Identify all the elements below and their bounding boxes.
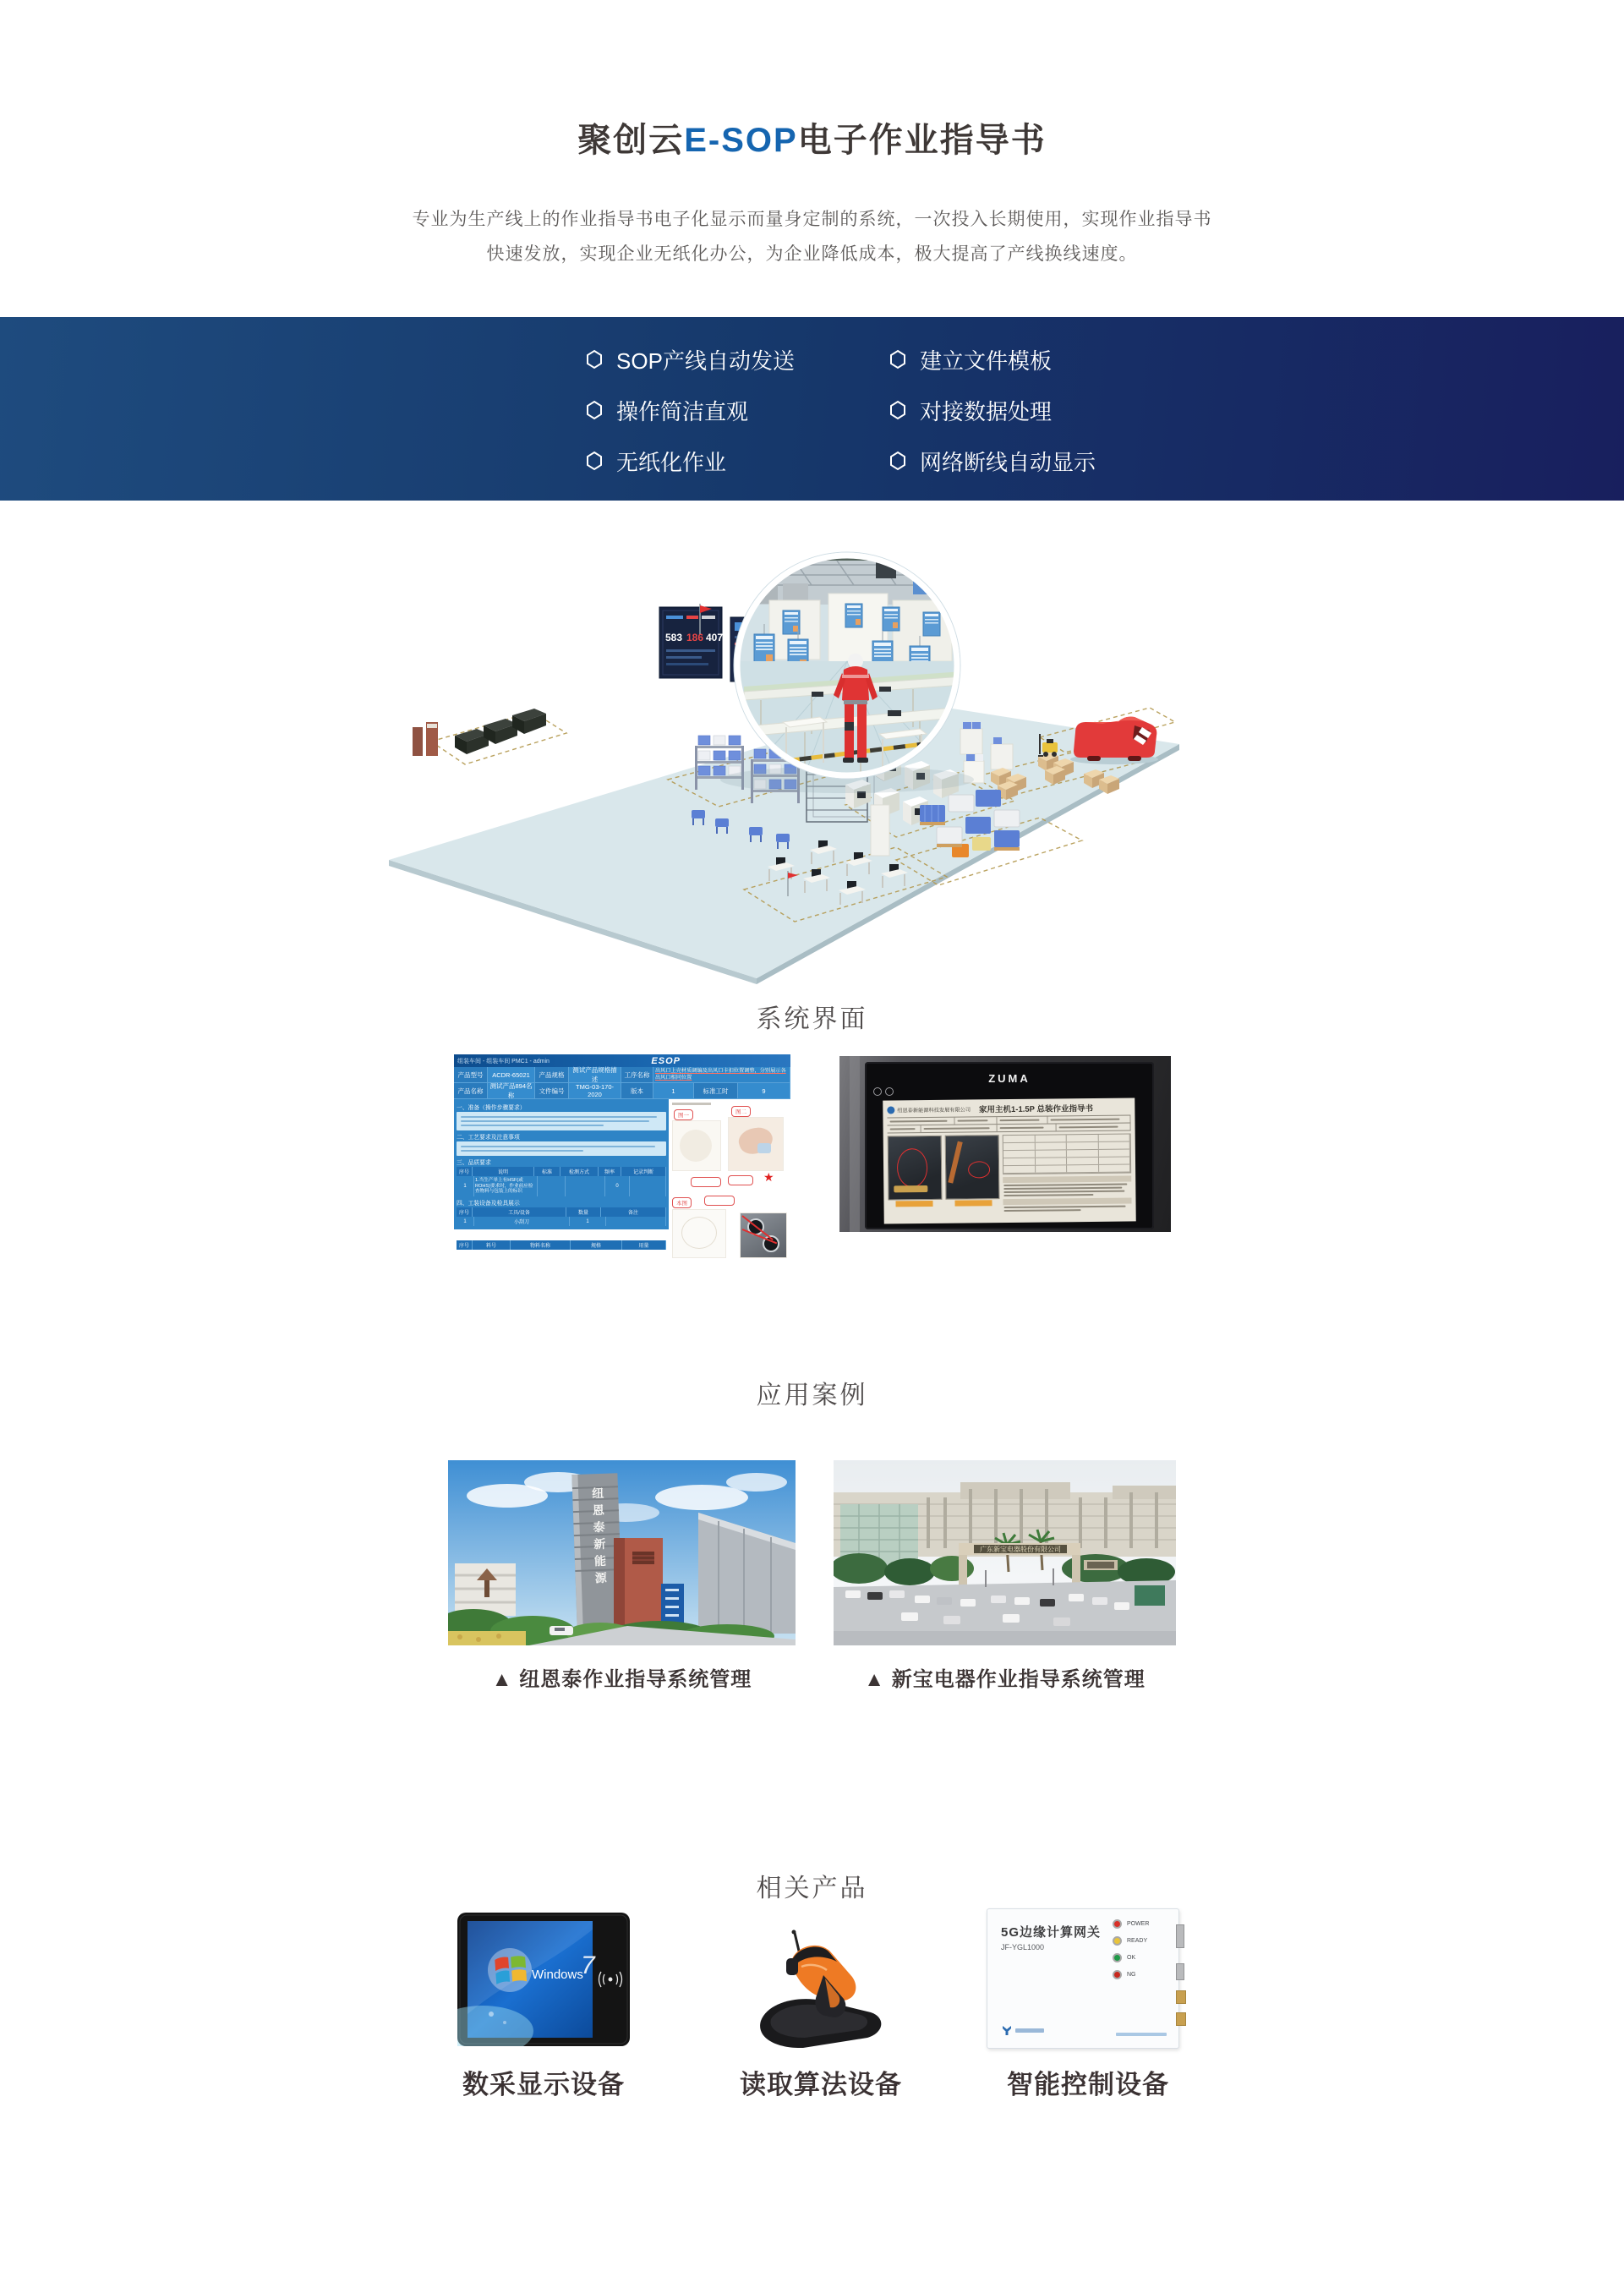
gateway-model: JF-YGL1000 (1001, 1943, 1045, 1951)
ready-led-icon (1113, 1936, 1122, 1946)
assembly-photo (888, 1136, 943, 1201)
field-value: 9 (738, 1083, 790, 1099)
work-instruction-document (883, 1097, 1136, 1223)
feature-column-right (889, 345, 1096, 475)
instruction-photo (740, 1212, 787, 1258)
document-body (888, 1133, 1132, 1214)
process-note-link[interactable]: 出风口上壳材质调编及出风口卡扣位置调整，分别展示各出风口相同位置 (653, 1067, 790, 1083)
factory-floor-illustration (372, 526, 1336, 1004)
instruction-image (672, 1120, 721, 1171)
serial-port (1176, 1924, 1184, 1948)
product-barcode-scanner (742, 1924, 898, 2051)
antenna-port (1176, 1990, 1186, 2004)
svg-text:186: 186 (686, 632, 704, 643)
section-heading-system-ui: 系统界面 (756, 1005, 868, 1033)
document-right-column (1003, 1133, 1132, 1213)
red-delivery-truck (1070, 717, 1158, 764)
esop-logo: ESOP (651, 1055, 681, 1066)
page-title (0, 113, 1624, 161)
quality-table-header: 序号 说明 标准 检测方式 频率 记录判断 (457, 1167, 666, 1176)
feature-label: 建立文件模板 (919, 348, 1052, 374)
title-highlight: E-SOP (684, 122, 798, 159)
feature-label: 无纸化作业 (616, 449, 727, 475)
company-name: 纽恩泰新能源科技发展有限公司 (897, 1106, 971, 1114)
green-truck (1135, 1585, 1165, 1606)
led-row: READY (1113, 1936, 1149, 1946)
brown-shelf (413, 722, 438, 756)
product-caption-scanner: 读取算法设备 (740, 2070, 902, 2099)
vendor-logo-icon (1001, 2024, 1044, 2036)
field-label: 标准工时 (694, 1083, 738, 1099)
tools-table-row: 1 小刮刀 1 (457, 1217, 666, 1226)
section-heading-products: 相关产品 (756, 1875, 868, 1902)
intro-line-1: 专业为生产线上的作业指导书电子化显示而量身定制的系统，一次投入长期使用，实现作业指导书 (412, 210, 1212, 229)
esop-section-title: 二、工艺要求及注意事项 (457, 1135, 520, 1141)
feature-label: 网络断线自动显示 (919, 449, 1096, 475)
feature-label: 对接数据处理 (919, 398, 1052, 424)
instruction-image (672, 1209, 726, 1258)
document-title: 家用主机1-1.5P 总装作业指导书 (978, 1103, 1094, 1115)
zuma-terminal-photo (839, 1056, 1171, 1232)
hexagon-bullet-icon (889, 451, 906, 471)
hexagon-bullet-icon (889, 400, 906, 420)
hexagon-bullet-icon (586, 451, 603, 471)
field-value: 测试产品894名称 (488, 1083, 535, 1099)
windows-version: 7 (581, 1951, 595, 1979)
annotation-chip (691, 1177, 721, 1187)
led-row: POWER (1113, 1919, 1149, 1929)
esop-section-title: 一、准备（操作步骤要求） (457, 1105, 526, 1111)
esop-content-panel (454, 1099, 669, 1249)
feature-item (586, 396, 795, 424)
esop-section-title: 五、物料清单 (457, 1234, 491, 1240)
esop-header-row-2 (454, 1083, 790, 1099)
section-heading-cases: 应用案例 (756, 1382, 868, 1409)
esop-section-title: 四、工装设备及检具展示 (457, 1201, 520, 1207)
product-caption-gateway: 智能控制设备 (1007, 2070, 1169, 2099)
esop-titlebar (454, 1054, 790, 1067)
field-label: 产品规格 (535, 1067, 569, 1083)
svg-text:新: 新 (593, 1536, 606, 1552)
materials-table-header: 序号 料号 物料名称 规格 用量 (457, 1240, 666, 1250)
annotation-chip: 图二 (731, 1106, 751, 1117)
field-value: ACDR-65021 (488, 1067, 535, 1083)
field-value: 1 (653, 1083, 694, 1099)
feature-label: 操作简洁直观 (616, 398, 749, 424)
hexagon-bullet-icon (586, 400, 603, 420)
esop-software-screenshot (454, 1054, 790, 1249)
led-row: NG (1113, 1970, 1149, 1979)
svg-text:583: 583 (665, 632, 683, 643)
svg-text:纽: 纽 (591, 1486, 604, 1501)
dark-seating-cluster (455, 709, 546, 754)
feature-item (889, 345, 1096, 374)
quality-table-row: 1 1.当生产单上有HSF(或ROHS)要求时，作业前应检查物料与包装上的标识 0 (457, 1176, 666, 1196)
annotation-chip: 图一 (674, 1109, 693, 1120)
annotation-chip: 本图 (672, 1197, 692, 1208)
feature-item (586, 345, 795, 374)
product-caption-display: 数采显示设备 (462, 2070, 625, 2099)
svg-text:407: 407 (706, 632, 724, 643)
case-caption-xinbao: ▲ 新宝电器作业指导系统管理 (864, 1668, 1146, 1691)
gateway-led-panel (1113, 1919, 1149, 1979)
power-led-icon (1113, 1919, 1122, 1929)
feature-item (889, 396, 1096, 424)
product-display-tablet (457, 1913, 630, 2046)
footnote-line (1116, 2033, 1167, 2036)
annotation-chip (704, 1196, 735, 1206)
feature-item (586, 446, 795, 475)
ok-led-icon (1113, 1953, 1122, 1962)
company-logo-icon (887, 1106, 894, 1114)
hexagon-bullet-icon (586, 349, 603, 369)
field-label: 文件编号 (535, 1083, 569, 1099)
star-marker-icon: ★ (763, 1170, 774, 1184)
case-caption-nuenti: ▲ 纽恩泰作业指导系统管理 (491, 1668, 752, 1691)
case-photo-nuenti (448, 1460, 796, 1645)
svg-text:恩: 恩 (592, 1503, 605, 1518)
annotation-chip (728, 1175, 753, 1185)
ng-led-icon (1113, 1970, 1122, 1979)
gateway-title: 5G边缘计算网关 (1001, 1925, 1102, 1940)
intro-line-2: 快速发放，实现企业无纸化办公，为企业降低成本，极大提高了产线换线速度。 (486, 244, 1138, 264)
zuma-brand-logo: ZUMA (988, 1072, 1031, 1085)
svg-text:源: 源 (594, 1570, 607, 1585)
svg-text:能: 能 (593, 1553, 607, 1568)
title-suffix: 电子作业指导书 (797, 122, 1047, 159)
field-label: 工序名称 (621, 1067, 653, 1083)
led-row: OK (1113, 1953, 1149, 1962)
field-label: 产品型号 (454, 1067, 488, 1083)
case-photo-xinbao (834, 1460, 1176, 1645)
section-bar (1003, 1175, 1131, 1183)
esop-text-box (457, 1141, 666, 1156)
tools-table-header: 序号 工具/设备 数量 备注 (457, 1207, 666, 1217)
gate-sign-text: 广东新宝电器股份有限公司 (980, 1546, 1061, 1553)
esop-text-box (457, 1112, 666, 1130)
instruction-image (728, 1117, 784, 1171)
field-value: TMG-03-170-2020 (569, 1083, 621, 1099)
io-port (1176, 1963, 1184, 1980)
feature-label: SOP产线自动发送 (616, 348, 795, 374)
hexagon-bullet-icon (889, 349, 906, 369)
section-bar (1003, 1197, 1131, 1205)
antenna-port (1176, 2012, 1186, 2026)
esop-image-annotation-panel (669, 1099, 790, 1229)
feature-item (889, 446, 1096, 475)
product-5g-gateway (987, 1908, 1179, 2049)
assembly-photo (945, 1135, 1000, 1200)
feature-list (29, 345, 1624, 475)
feature-column-left (586, 345, 795, 475)
windows-wordmark: Windows (532, 1968, 583, 1982)
zuma-monitor (865, 1062, 1154, 1229)
svg-text:泰: 泰 (593, 1519, 605, 1535)
title-prefix: 聚创云 (577, 122, 685, 159)
document-info-grid (888, 1123, 1131, 1133)
esop-section-title: 三、品质要求 (457, 1160, 491, 1166)
field-value: 测试产品规格描述 (569, 1067, 621, 1083)
esop-window-title: 组装车间 - 组装车间 PMC1 - admin (457, 1058, 550, 1065)
field-label: 产品名称 (454, 1083, 488, 1099)
field-label: 版本 (621, 1083, 653, 1099)
